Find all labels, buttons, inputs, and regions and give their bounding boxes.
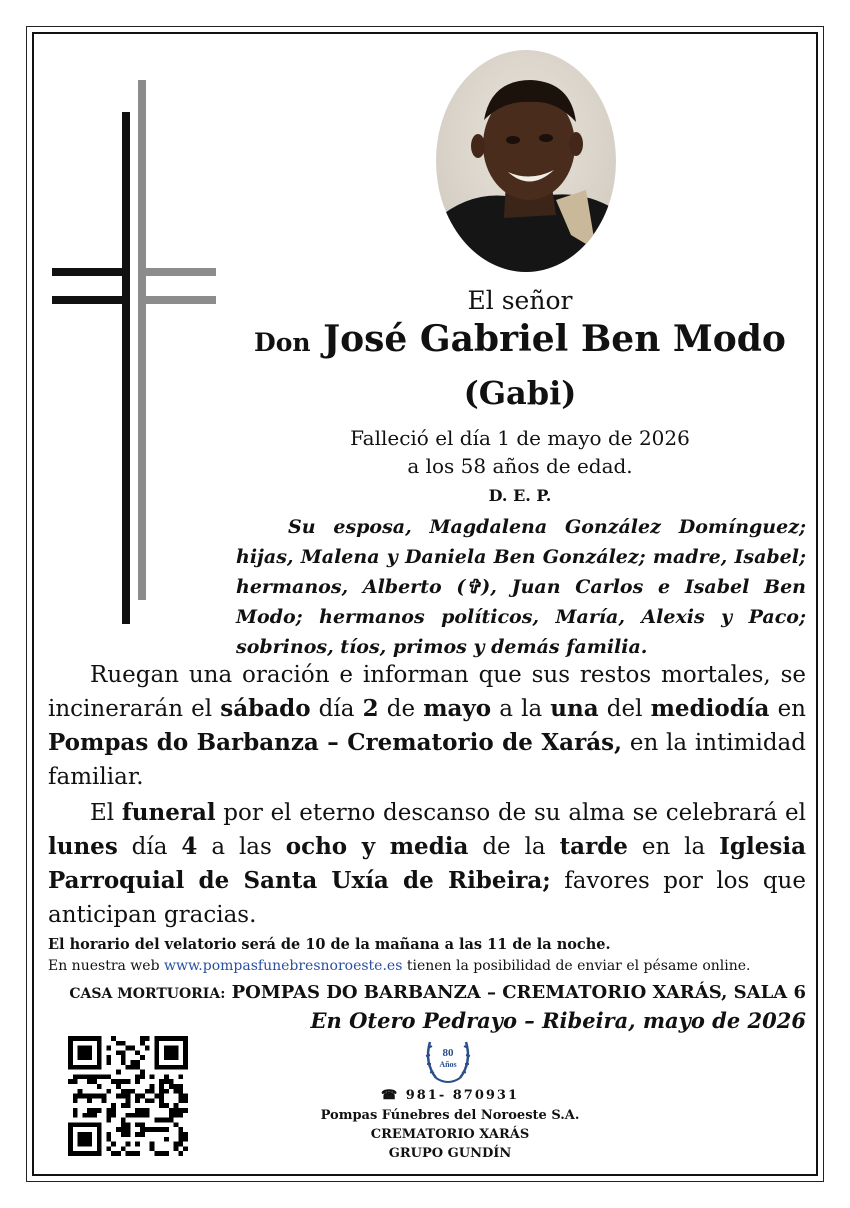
phone-number[interactable]: 981- 870931 (405, 1088, 520, 1103)
phone-line (300, 1088, 600, 1103)
crematorio-name: CREMATORIO XARÁS (370, 1127, 530, 1142)
funeral-home-label: CASA MORTUORIA: (69, 986, 226, 1002)
p2-time: tarde (559, 833, 628, 860)
p2-funeral: funeral (121, 799, 216, 826)
group-name: GRUPO GUNDÍN (388, 1146, 512, 1161)
funeral-home (69, 982, 806, 1003)
place-date: En Otero Pedrayo – Ribeira, mayo de 2026 (310, 1008, 806, 1033)
p2-text: El (90, 800, 122, 826)
website-link[interactable]: www.pompasfunebresnoroeste.es (164, 958, 403, 974)
p1-text: a la (491, 696, 551, 722)
phone-icon: ☎ (380, 1088, 400, 1103)
company-name: Pompas Fúnebres del Noroeste S.A. (320, 1108, 580, 1123)
web-note-text: tienen la posibilidad de enviar el pésame online. (402, 958, 751, 974)
cross-gray-bar-bottom (138, 296, 216, 304)
qr-code[interactable] (68, 1036, 188, 1156)
wake-schedule: El horario del velatorio será de 10 de la mañana a las 11 de la noche. (48, 936, 611, 953)
honorific: El señor (467, 286, 573, 315)
death-date: Falleció el día 1 de mayo de 2026 (350, 426, 690, 450)
p1-text: Ruegan una oración e informan que sus restos mortales, se incinerarán el (48, 662, 806, 722)
web-note-text: En nuestra web (48, 958, 164, 974)
p1-text: en la intimidad familiar. (48, 730, 806, 790)
p2-text: de la (468, 834, 560, 860)
cross-gray-bar-top (138, 268, 216, 276)
p1-text: de (378, 696, 424, 722)
p1-text: en (769, 696, 806, 722)
p2-day: lunes (48, 833, 118, 860)
p1-text: día (310, 696, 363, 722)
age: a los 58 años de edad. (407, 454, 633, 478)
p2-text: por el eterno descanso de su alma se celebrará el (215, 800, 806, 826)
portrait-photo (436, 50, 616, 272)
p1-hour: una (550, 695, 599, 722)
p2-text: en la (627, 834, 720, 860)
deceased-name-line (230, 318, 810, 360)
p1-time: mediodía (650, 695, 770, 722)
family-list: Su esposa, Magdalena González Domínguez; hijas, Malena y Daniela Ben González; madre, Isabel; hermanos, Alberto (✞), Juan Carlos e Isabel Ben Modo; hermanos políticos, María, Alexis y Paco; sobrinos, tíos, primos y demás familia. (236, 516, 806, 658)
cremation-paragraph (48, 658, 806, 794)
web-note (48, 958, 750, 974)
p2-hour: ocho y media (285, 833, 469, 860)
p1-text: del (598, 696, 651, 722)
funeral-home-value: POMPAS DO BARBANZA – CREMATORIO XARÁS, SALA 6 (225, 982, 806, 1003)
p2-text: a las (197, 834, 286, 860)
cross-black-bar-top (52, 268, 130, 276)
p2-text: favores por los que anticipan gracias. (48, 868, 806, 928)
p1-month: mayo (423, 695, 492, 722)
p2-text: día (117, 834, 182, 860)
rip: D. E. P. (488, 486, 552, 505)
cross-black-vertical (122, 112, 130, 624)
p2-church: Iglesia Parroquial de Santa Uxía de Ribeira; (48, 833, 806, 894)
funeral-paragraph (48, 796, 806, 932)
deceased-name: José Gabriel Ben Modo (323, 318, 786, 360)
p2-date: 4 (181, 833, 198, 860)
logo-years: Años (439, 1060, 457, 1069)
nickname: (Gabi) (463, 374, 577, 412)
p1-day: sábado (220, 695, 311, 722)
p1-venue: Pompas do Barbanza – Crematorio de Xarás, (48, 729, 623, 756)
cross-gray-vertical (138, 80, 146, 600)
cross-black-bar-bottom (52, 296, 130, 304)
p1-date: 2 (362, 695, 379, 722)
anniversary-logo (422, 1032, 474, 1088)
title-don: Don (254, 328, 311, 357)
logo-number: 80 (442, 1047, 454, 1059)
